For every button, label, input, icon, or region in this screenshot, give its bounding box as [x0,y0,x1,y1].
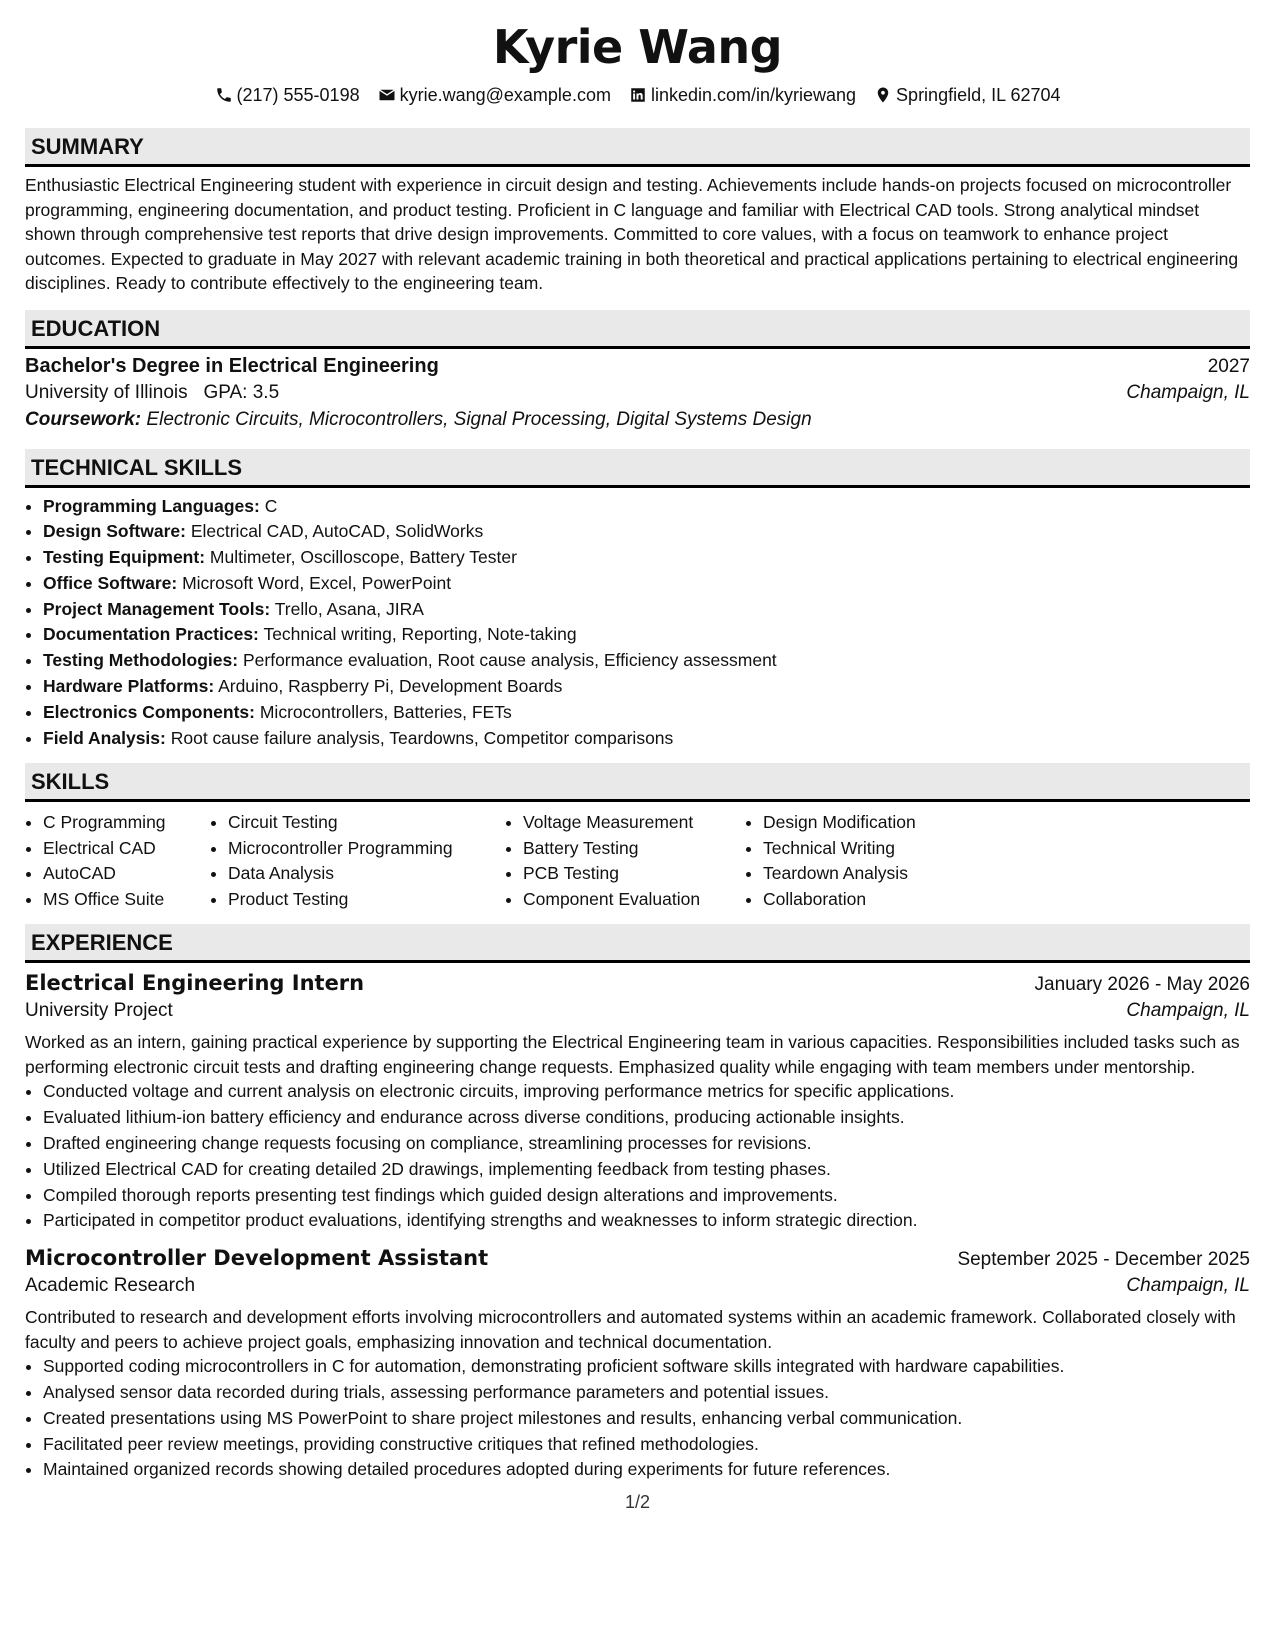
summary-text: Enthusiastic Electrical Engineering student with experience in circuit design and testing. Achievements include hands-on projects focused on microcontroller programming, engineering documentation, and product testing. Proficient in C language and familiar with Electrical CAD tools. Strong analytical mindset shown through comprehensive test reports that drive design improvements. Committed to core values, with a focus on teamwork to enhance project outcomes. Expected to graduate in May 2027 with relevant academic training in both theoretical and practical applications pertaining to electrical engineering disciplines. Ready to contribute effectively to the engineering team. [25,175,1239,293]
graduation-year: 2027 [1207,355,1250,377]
technical-skill-value: Technical writing, Reporting, Note-taking [263,624,577,645]
technical-skill-value: Performance evaluation, Root cause analysis, Efficiency assessment [242,650,777,671]
job-dates: September 2025 - December 2025 [957,1249,1250,1271]
skill-item: • C Programming [43,810,210,836]
technical-skill-label: Field Analysis: [43,727,166,748]
job-bullet: • Maintained organized records showing detailed procedures adopted during experiments for future references. [43,1457,1250,1483]
job-row-2 [25,1275,1250,1297]
school-name: University of Illinois [25,381,188,403]
technical-skill-label: Documentation Practices: [43,624,259,645]
technical-skill-label: Office Software: [43,572,178,593]
job-bullet: • Drafted engineering change requests focusing on compliance, streamlining processes for revisions. [43,1131,1250,1157]
technical-skill-item [43,726,1250,752]
job-bullet: • Facilitated peer review meetings, providing constructive critiques that refined methodologies. [43,1432,1250,1458]
phone-text: (217) 555-0198 [236,85,360,105]
contact-linkedin[interactable] [629,84,856,106]
contact-phone [215,84,360,106]
technical-skill-value: Root cause failure analysis, Teardowns, Competitor comparisons [170,727,674,748]
contact-bar [25,84,1250,106]
email-text[interactable]: kyrie.wang@example.com [399,85,611,105]
technical-skill-item [43,519,1250,545]
job-entry [25,1246,1250,1483]
technical-skills-heading: TECHNICAL SKILLS [25,449,1250,488]
page-number: 1/2 [624,1492,651,1512]
school-location: Champaign, IL [1126,381,1250,403]
job-bullet: • Created presentations using MS PowerPoint to share project milestones and results, enhancing verbal communication. [43,1406,1250,1432]
skill-item: • Circuit Testing [228,810,505,836]
skills-column [210,810,505,912]
skill-item: • Battery Testing [523,836,745,862]
technical-skill-value: C [264,495,278,516]
skill-item: • Design Modification [763,810,963,836]
job-entry [25,971,1250,1234]
technical-skill-item [43,571,1250,597]
technical-skill-item [43,494,1250,520]
job-row-2 [25,1000,1250,1022]
skills-column [505,810,745,912]
job-bullet: • Analysed sensor data recorded during trials, assessing performance parameters and potential issues. [43,1380,1250,1406]
education-row-2 [25,382,1250,404]
resume-page [25,20,1250,1483]
skill-item: • Microcontroller Programming [228,836,505,862]
technical-skill-item [43,622,1250,648]
skill-item: • Product Testing [228,887,505,913]
skill-item: • Collaboration [763,887,963,913]
technical-skill-item [43,597,1250,623]
skill-item: • Technical Writing [763,836,963,862]
education-entry [25,355,1250,431]
skill-item: • Voltage Measurement [523,810,745,836]
education-heading: EDUCATION [25,310,1250,349]
job-location: Champaign, IL [1126,1000,1250,1022]
technical-skill-value: Trello, Asana, JIRA [274,598,424,619]
skill-item: • Electrical CAD [43,836,210,862]
skill-item: • MS Office Suite [43,887,210,913]
job-dates: January 2026 - May 2026 [1034,974,1250,996]
job-organization: Academic Research [25,1275,196,1297]
job-bullet: • Evaluated lithium-ion battery efficiency and endurance across diverse conditions, producing actionable insights. [43,1105,1250,1131]
technical-skill-value: Arduino, Raspberry Pi, Development Boards [218,676,563,697]
job-row-1 [25,1246,1250,1271]
degree-title: Bachelor's Degree in Electrical Engineering [25,354,439,377]
location-text: Springfield, IL 62704 [896,85,1061,105]
linkedin-text[interactable]: linkedin.com/in/kyriewang [650,85,857,105]
experience-list [25,971,1250,1483]
contact-email[interactable] [378,84,611,106]
map-pin-icon [874,86,892,104]
envelope-icon [378,86,396,104]
job-bullets [25,1079,1250,1234]
experience-heading: EXPERIENCE [25,924,1250,963]
summary-heading: SUMMARY [25,128,1250,167]
school-line [25,382,279,404]
skill-item: • Data Analysis [228,861,505,887]
skills-column [25,810,210,912]
technical-skill-item [43,700,1250,726]
coursework-label: Coursework: [25,408,142,430]
job-description: Contributed to research and development efforts involving microcontrollers and automated systems within an academic framework. Collaborated closely with faculty and peers to achieve project goals, emphasizing innovation and technical documentation. [25,1307,1236,1352]
contact-location [874,84,1060,106]
skills-heading: SKILLS [25,763,1250,802]
job-bullet: • Utilized Electrical CAD for creating detailed 2D drawings, implementing feedback from testing phases. [43,1157,1250,1183]
skills-grid [25,810,1250,912]
skill-item: • Teardown Analysis [763,861,963,887]
coursework-line [25,409,1250,431]
technical-skill-value: Multimeter, Oscilloscope, Battery Tester [209,547,517,568]
technical-skill-label: Testing Equipment: [43,547,206,568]
technical-skill-value: Microcontrollers, Batteries, FETs [259,701,512,722]
education-row-1 [25,355,1250,378]
technical-skills-list [25,494,1250,752]
technical-skill-value: Electrical CAD, AutoCAD, SolidWorks [190,521,484,542]
job-bullet: • Supported coding microcontrollers in C for automation, demonstrating proficient software skills integrated with hardware capabilities. [43,1354,1250,1380]
linkedin-icon [629,86,647,104]
job-organization: University Project [25,1000,173,1022]
skills-column [745,810,963,912]
technical-skill-label: Design Software: [43,521,186,542]
phone-icon [215,86,233,104]
job-title: Microcontroller Development Assistant [25,1246,489,1271]
skill-item: • AutoCAD [43,861,210,887]
job-location: Champaign, IL [1126,1275,1250,1297]
technical-skill-label: Project Management Tools: [43,598,271,619]
gpa: GPA: 3.5 [203,381,280,403]
job-title: Electrical Engineering Intern [25,971,365,996]
technical-skill-label: Hardware Platforms: [43,676,215,697]
coursework-list: Electronic Circuits, Microcontrollers, Signal Processing, Digital Systems Design [146,408,812,430]
technical-skill-item [43,674,1250,700]
job-row-1 [25,971,1250,996]
skill-item: • Component Evaluation [523,887,745,913]
job-bullet: • Compiled thorough reports presenting test findings which guided design alterations and improvements. [43,1183,1250,1209]
technical-skill-item [43,545,1250,571]
job-bullet: • Participated in competitor product evaluations, identifying strengths and weaknesses to inform strategic direction. [43,1208,1250,1234]
technical-skill-item [43,648,1250,674]
candidate-name: Kyrie Wang [492,20,783,74]
skill-item: • PCB Testing [523,861,745,887]
job-description: Worked as an intern, gaining practical experience by supporting the Electrical Engineering team in various capacities. Responsibilities included tasks such as performing electronic circuit tests and drafting engineering change requests. Emphasized quality while engaging with team members under mentorship. [25,1032,1240,1077]
technical-skill-label: Testing Methodologies: [43,650,239,671]
job-bullet: • Conducted voltage and current analysis on electronic circuits, improving performance metrics for specific applications. [43,1079,1250,1105]
job-bullets [25,1354,1250,1483]
technical-skill-label: Electronics Components: [43,701,255,722]
technical-skill-label: Programming Languages: [43,495,260,516]
technical-skill-value: Microsoft Word, Excel, PowerPoint [182,572,452,593]
